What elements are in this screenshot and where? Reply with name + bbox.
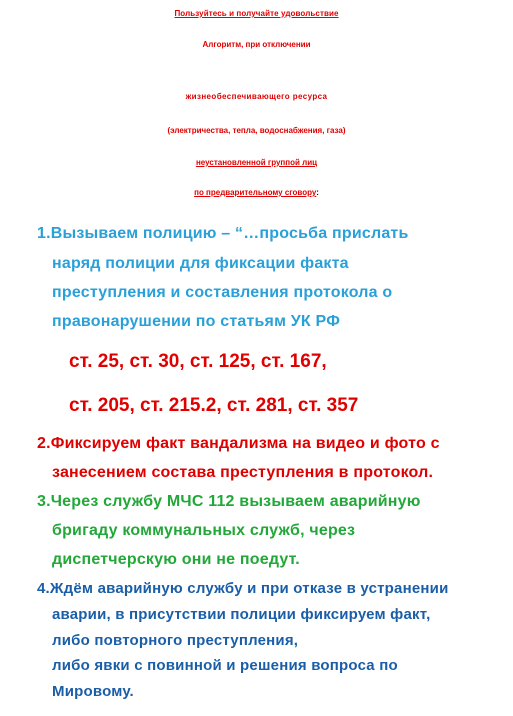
step2-line-1: 2.Фиксируем факт вандализма на видео и фото с (37, 435, 440, 452)
step2-line-2: занесением состава преступления в протокол. (52, 464, 434, 481)
subtitle-line-4-colon: : (316, 188, 319, 197)
step1-line-3: преступления и составления протокола о (52, 284, 393, 301)
articles-line-2: ст. 205, ст. 215.2, ст. 281, ст. 357 (69, 395, 359, 416)
step1-line-2: наряд полиции для фиксации факта (52, 255, 349, 272)
subtitle-line-4-text: по предварительному сговору (194, 188, 317, 197)
page-title: Алгоритм, при отключении (202, 40, 311, 49)
articles-line-1: ст. 25, ст. 30, ст. 125, ст. 167, (69, 351, 327, 372)
step4-line-3: либо повторного преступления, (52, 632, 299, 649)
subtitle-line-1: жизнеобеспечивающего ресурса (185, 92, 328, 101)
step3-line-3: диспетчерскую они не поедут. (52, 551, 300, 568)
step4-line-2: аварии, в присутствии полиции фиксируем факт, (52, 606, 431, 623)
step1-line-1: 1.Вызываем полицию – “…просьба прислать (37, 225, 409, 242)
subtitle-line-4 (0, 188, 513, 197)
step3-line-1: 3.Через службу МЧС 112 вызываем аварийную (37, 493, 421, 510)
tagline: Пользуйтесь и получайте удовольствие (174, 9, 339, 18)
subtitle-line-3: неустановленной группой лиц (195, 158, 318, 167)
step1-line-4: правонарушении по статьям УК РФ (52, 313, 341, 330)
subtitle-line-2: (электричества, тепла, водоснабжения, газа) (167, 126, 346, 135)
step4-line-4: либо явки с повинной и решения вопроса по (52, 657, 398, 674)
step3-line-2: бригаду коммунальных служб, через (52, 522, 356, 539)
step4-line-5: Мировому. (52, 683, 134, 700)
step4-line-1: 4.Ждём аварийную службу и при отказе в устранении (37, 580, 449, 597)
